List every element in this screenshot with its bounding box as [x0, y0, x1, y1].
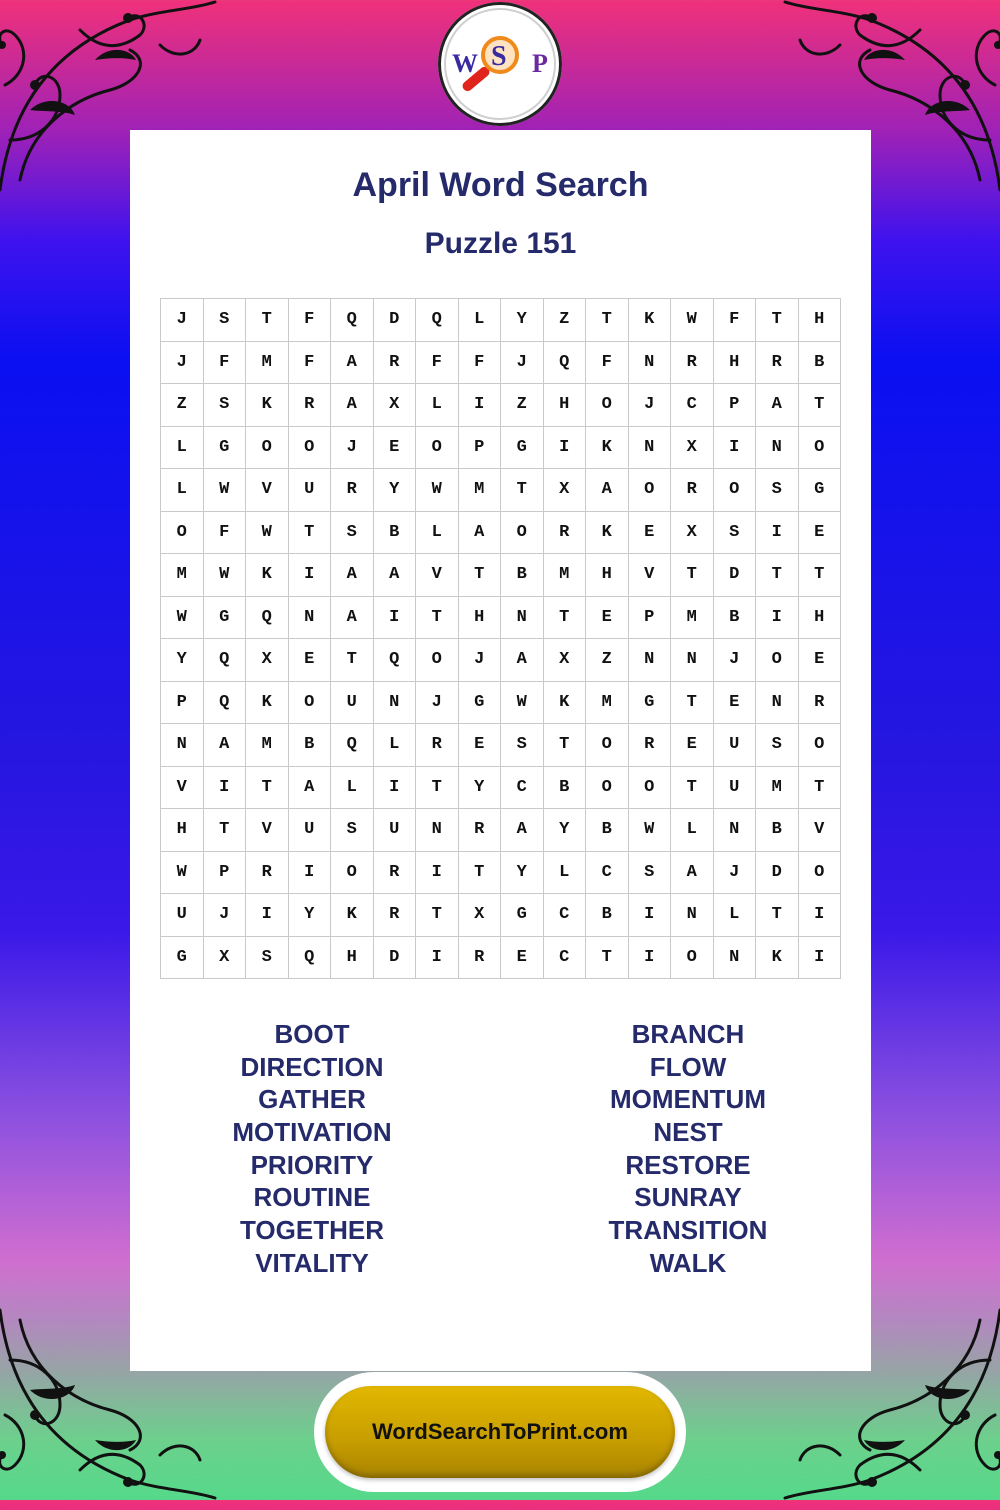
grid-cell[interactable]: Q	[289, 937, 332, 980]
grid-cell[interactable]: H	[161, 809, 204, 852]
grid-cell[interactable]: W	[204, 469, 247, 512]
grid-cell[interactable]: F	[289, 299, 332, 342]
grid-cell[interactable]: A	[459, 512, 502, 555]
grid-cell[interactable]: V	[799, 809, 842, 852]
grid-cell[interactable]: J	[714, 639, 757, 682]
grid-cell[interactable]: T	[799, 384, 842, 427]
grid-cell[interactable]: Z	[161, 384, 204, 427]
word-list-item: TOGETHER	[240, 1215, 384, 1246]
grid-cell[interactable]: E	[586, 597, 629, 640]
grid-cell[interactable]: R	[374, 894, 417, 937]
grid-cell[interactable]: R	[331, 469, 374, 512]
grid-cell[interactable]: I	[246, 894, 289, 937]
grid-cell[interactable]: N	[629, 639, 672, 682]
word-list-item: NEST	[653, 1117, 723, 1148]
grid-cell[interactable]: C	[501, 767, 544, 810]
grid-cell[interactable]: C	[544, 894, 587, 937]
grid-cell[interactable]: V	[629, 554, 672, 597]
grid-cell[interactable]: R	[671, 469, 714, 512]
grid-cell[interactable]: K	[629, 299, 672, 342]
word-list-item: FLOW	[649, 1051, 727, 1082]
grid-cell[interactable]: G	[501, 894, 544, 937]
grid-cell[interactable]: K	[586, 427, 629, 470]
grid-cell[interactable]: N	[629, 427, 672, 470]
grid-cell[interactable]: U	[161, 894, 204, 937]
grid-cell[interactable]: O	[416, 639, 459, 682]
grid-cell[interactable]: N	[374, 682, 417, 725]
grid-cell[interactable]: P	[459, 427, 502, 470]
grid-cell[interactable]: X	[374, 384, 417, 427]
grid-cell[interactable]: N	[671, 639, 714, 682]
grid-cell[interactable]: T	[671, 554, 714, 597]
grid-cell[interactable]: S	[629, 852, 672, 895]
word-list-item: RESTORE	[625, 1149, 751, 1180]
grid-cell[interactable]: R	[756, 342, 799, 385]
grid-cell[interactable]: I	[289, 852, 332, 895]
grid-cell[interactable]: O	[629, 469, 672, 512]
grid-cell[interactable]: T	[459, 852, 502, 895]
grid-cell[interactable]: G	[204, 427, 247, 470]
grid-cell[interactable]: Y	[501, 852, 544, 895]
grid-cell[interactable]: T	[204, 809, 247, 852]
word-list-item: BRANCH	[631, 1019, 745, 1049]
grid-cell[interactable]: O	[586, 724, 629, 767]
grid-cell[interactable]: O	[756, 639, 799, 682]
grid-cell[interactable]: I	[459, 384, 502, 427]
grid-cell[interactable]: L	[416, 384, 459, 427]
word-list-item: TRANSITION	[608, 1215, 768, 1246]
word-list-item: ROUTINE	[253, 1182, 371, 1213]
grid-cell[interactable]: X	[246, 639, 289, 682]
grid-cell[interactable]: S	[246, 937, 289, 980]
grid-cell[interactable]: L	[416, 512, 459, 555]
grid-cell[interactable]: G	[459, 682, 502, 725]
grid-cell[interactable]: W	[204, 554, 247, 597]
grid-cell[interactable]: H	[544, 384, 587, 427]
grid-cell[interactable]: Q	[544, 342, 587, 385]
grid-cell[interactable]: A	[331, 342, 374, 385]
grid-cell[interactable]: J	[161, 342, 204, 385]
grid-cell[interactable]: I	[374, 597, 417, 640]
grid-cell[interactable]: O	[799, 852, 842, 895]
grid-cell[interactable]: Y	[161, 639, 204, 682]
grid-cell[interactable]: F	[714, 299, 757, 342]
grid-cell[interactable]: R	[374, 342, 417, 385]
grid-cell[interactable]: E	[799, 639, 842, 682]
letter-grid	[160, 298, 841, 979]
grid-cell[interactable]: Y	[459, 767, 502, 810]
grid-cell[interactable]: W	[416, 469, 459, 512]
grid-cell[interactable]: P	[629, 597, 672, 640]
grid-cell[interactable]: O	[799, 427, 842, 470]
grid-cell[interactable]: X	[671, 512, 714, 555]
grid-cell[interactable]: A	[374, 554, 417, 597]
grid-cell[interactable]: O	[586, 384, 629, 427]
grid-cell[interactable]: L	[374, 724, 417, 767]
grid-cell[interactable]: J	[331, 427, 374, 470]
grid-cell[interactable]: S	[204, 384, 247, 427]
grid-cell[interactable]: U	[289, 469, 332, 512]
grid-cell[interactable]: Y	[289, 894, 332, 937]
grid-cell[interactable]: E	[671, 724, 714, 767]
grid-cell[interactable]: O	[161, 512, 204, 555]
grid-cell[interactable]: I	[289, 554, 332, 597]
word-list-item: PRIORITY	[250, 1149, 374, 1180]
grid-cell[interactable]: G	[501, 427, 544, 470]
grid-cell[interactable]: M	[756, 767, 799, 810]
grid-cell[interactable]: M	[544, 554, 587, 597]
grid-cell[interactable]: B	[586, 894, 629, 937]
grid-cell[interactable]: W	[501, 682, 544, 725]
grid-cell[interactable]: M	[459, 469, 502, 512]
grid-cell[interactable]: Z	[586, 639, 629, 682]
grid-cell[interactable]: T	[459, 554, 502, 597]
word-list-item: BOOT	[274, 1019, 350, 1049]
grid-cell[interactable]: E	[799, 512, 842, 555]
grid-cell[interactable]: A	[331, 554, 374, 597]
grid-cell[interactable]: D	[756, 852, 799, 895]
logo-letter-p: P	[532, 49, 548, 78]
grid-cell[interactable]: O	[671, 937, 714, 980]
grid-cell[interactable]: R	[544, 512, 587, 555]
grid-cell[interactable]: H	[331, 937, 374, 980]
grid-cell[interactable]: G	[204, 597, 247, 640]
grid-cell[interactable]: R	[289, 384, 332, 427]
grid-cell[interactable]: U	[714, 724, 757, 767]
grid-cell[interactable]: G	[799, 469, 842, 512]
grid-cell[interactable]: J	[204, 894, 247, 937]
grid-cell[interactable]: B	[714, 597, 757, 640]
word-list-item: WALK	[649, 1247, 727, 1278]
word-list-item: VITALITY	[255, 1247, 369, 1278]
grid-cell[interactable]: O	[799, 724, 842, 767]
grid-cell[interactable]: B	[799, 342, 842, 385]
grid-cell[interactable]: N	[756, 427, 799, 470]
grid-cell[interactable]: T	[671, 682, 714, 725]
grid-cell[interactable]: F	[416, 342, 459, 385]
grid-cell[interactable]: C	[671, 384, 714, 427]
grid-cell[interactable]: E	[629, 512, 672, 555]
grid-cell[interactable]: O	[331, 852, 374, 895]
grid-cell[interactable]: S	[714, 512, 757, 555]
grid-cell[interactable]: D	[374, 937, 417, 980]
grid-cell[interactable]: I	[416, 852, 459, 895]
grid-cell[interactable]: G	[161, 937, 204, 980]
grid-cell[interactable]: A	[501, 809, 544, 852]
grid-cell[interactable]: J	[161, 299, 204, 342]
grid-cell[interactable]: U	[714, 767, 757, 810]
grid-cell[interactable]: A	[331, 597, 374, 640]
grid-cell[interactable]: I	[204, 767, 247, 810]
grid-cell[interactable]: T	[756, 894, 799, 937]
grid-cell[interactable]: O	[586, 767, 629, 810]
grid-cell[interactable]: E	[289, 639, 332, 682]
grid-cell[interactable]: V	[416, 554, 459, 597]
grid-cell[interactable]: K	[246, 554, 289, 597]
grid-cell[interactable]: J	[416, 682, 459, 725]
grid-cell[interactable]: M	[246, 342, 289, 385]
grid-cell[interactable]: M	[586, 682, 629, 725]
grid-cell[interactable]: K	[544, 682, 587, 725]
grid-cell[interactable]: H	[799, 299, 842, 342]
grid-cell[interactable]: G	[629, 682, 672, 725]
grid-cell[interactable]: V	[161, 767, 204, 810]
grid-cell[interactable]: K	[586, 512, 629, 555]
grid-cell[interactable]: X	[544, 469, 587, 512]
grid-cell[interactable]: R	[459, 809, 502, 852]
grid-cell[interactable]: H	[714, 342, 757, 385]
grid-cell[interactable]: H	[459, 597, 502, 640]
page-title: April Word Search	[352, 166, 649, 204]
grid-cell[interactable]: X	[544, 639, 587, 682]
grid-cell[interactable]: B	[756, 809, 799, 852]
grid-cell[interactable]: R	[459, 937, 502, 980]
grid-cell[interactable]: I	[799, 937, 842, 980]
grid-cell[interactable]: Y	[544, 809, 587, 852]
word-list-item: DIRECTION	[240, 1051, 384, 1082]
grid-cell[interactable]: J	[459, 639, 502, 682]
puzzle-number: Puzzle 151	[424, 227, 577, 260]
grid-cell[interactable]: D	[374, 299, 417, 342]
grid-cell[interactable]: C	[544, 937, 587, 980]
grid-cell[interactable]: U	[374, 809, 417, 852]
grid-cell[interactable]: L	[331, 767, 374, 810]
grid-cell[interactable]: Y	[501, 299, 544, 342]
grid-cell[interactable]: B	[586, 809, 629, 852]
grid-cell[interactable]: F	[586, 342, 629, 385]
grid-cell[interactable]: R	[374, 852, 417, 895]
grid-cell[interactable]: O	[629, 767, 672, 810]
grid-cell[interactable]: A	[501, 639, 544, 682]
grid-cell[interactable]: W	[161, 597, 204, 640]
grid-cell[interactable]: Z	[544, 299, 587, 342]
grid-cell[interactable]: Q	[246, 597, 289, 640]
grid-cell[interactable]: P	[714, 384, 757, 427]
grid-cell[interactable]: Q	[416, 299, 459, 342]
grid-cell[interactable]: I	[374, 767, 417, 810]
grid-cell[interactable]: V	[246, 469, 289, 512]
grid-cell[interactable]: R	[246, 852, 289, 895]
logo-letter-s: S	[491, 41, 507, 72]
grid-cell[interactable]: A	[671, 852, 714, 895]
grid-cell[interactable]: N	[714, 937, 757, 980]
grid-cell[interactable]: O	[416, 427, 459, 470]
site-link-button[interactable]: WordSearchToPrint.com	[325, 1386, 675, 1478]
grid-cell[interactable]: T	[586, 299, 629, 342]
grid-cell[interactable]: T	[289, 512, 332, 555]
puzzle-card	[130, 130, 871, 1371]
grid-cell[interactable]: R	[671, 342, 714, 385]
grid-cell[interactable]: I	[714, 427, 757, 470]
grid-cell[interactable]: E	[714, 682, 757, 725]
grid-cell[interactable]: T	[756, 554, 799, 597]
grid-cell[interactable]: S	[204, 299, 247, 342]
grid-cell[interactable]: B	[501, 554, 544, 597]
grid-cell[interactable]: L	[161, 427, 204, 470]
grid-cell[interactable]: T	[331, 639, 374, 682]
grid-cell[interactable]: T	[671, 767, 714, 810]
grid-cell[interactable]: P	[161, 682, 204, 725]
grid-cell[interactable]: T	[799, 767, 842, 810]
grid-cell[interactable]: L	[544, 852, 587, 895]
grid-cell[interactable]: Y	[374, 469, 417, 512]
grid-cell[interactable]: T	[416, 894, 459, 937]
grid-cell[interactable]: I	[799, 894, 842, 937]
grid-cell[interactable]: A	[586, 469, 629, 512]
word-list-item: MOTIVATION	[232, 1117, 392, 1148]
grid-cell[interactable]: J	[501, 342, 544, 385]
logo-letter-w: W	[452, 49, 478, 78]
grid-cell[interactable]: W	[629, 809, 672, 852]
grid-cell[interactable]: N	[501, 597, 544, 640]
grid-cell[interactable]: I	[416, 937, 459, 980]
grid-cell[interactable]: T	[416, 767, 459, 810]
grid-cell[interactable]: S	[756, 469, 799, 512]
grid-cell[interactable]: T	[799, 554, 842, 597]
grid-cell[interactable]: B	[374, 512, 417, 555]
grid-cell[interactable]: D	[714, 554, 757, 597]
grid-cell[interactable]: H	[586, 554, 629, 597]
grid-cell[interactable]: N	[714, 809, 757, 852]
grid-cell[interactable]: I	[629, 894, 672, 937]
grid-cell[interactable]: S	[331, 809, 374, 852]
grid-cell[interactable]: B	[544, 767, 587, 810]
grid-cell[interactable]: Q	[331, 299, 374, 342]
grid-cell[interactable]: E	[459, 724, 502, 767]
grid-cell[interactable]: R	[416, 724, 459, 767]
grid-cell[interactable]: Z	[501, 384, 544, 427]
grid-cell[interactable]: R	[629, 724, 672, 767]
grid-cell[interactable]: N	[161, 724, 204, 767]
grid-cell[interactable]: L	[714, 894, 757, 937]
grid-cell[interactable]: O	[714, 469, 757, 512]
word-list-right	[528, 1018, 848, 1280]
grid-cell[interactable]: Q	[331, 724, 374, 767]
grid-cell[interactable]: X	[204, 937, 247, 980]
grid-cell[interactable]: T	[416, 597, 459, 640]
grid-cell[interactable]: A	[204, 724, 247, 767]
grid-cell[interactable]: Q	[204, 639, 247, 682]
grid-cell[interactable]: M	[671, 597, 714, 640]
word-list-item: SUNRAY	[634, 1182, 742, 1213]
grid-cell[interactable]: L	[671, 809, 714, 852]
grid-cell[interactable]: U	[331, 682, 374, 725]
word-list-item: GATHER	[258, 1084, 366, 1115]
grid-cell[interactable]: J	[714, 852, 757, 895]
wsp-logo[interactable]	[438, 2, 562, 126]
grid-cell[interactable]: W	[246, 512, 289, 555]
grid-cell[interactable]: T	[246, 767, 289, 810]
grid-cell[interactable]: K	[246, 384, 289, 427]
grid-cell[interactable]: K	[756, 937, 799, 980]
grid-cell[interactable]: A	[331, 384, 374, 427]
grid-cell[interactable]: K	[246, 682, 289, 725]
grid-cell[interactable]: O	[246, 427, 289, 470]
grid-cell[interactable]: F	[204, 512, 247, 555]
grid-cell[interactable]: U	[289, 809, 332, 852]
grid-cell[interactable]: Q	[204, 682, 247, 725]
grid-cell[interactable]: E	[374, 427, 417, 470]
grid-cell[interactable]: S	[331, 512, 374, 555]
grid-cell[interactable]: P	[204, 852, 247, 895]
grid-cell[interactable]: X	[671, 427, 714, 470]
grid-cell[interactable]: N	[289, 597, 332, 640]
grid-cell[interactable]: A	[289, 767, 332, 810]
grid-cell[interactable]: I	[756, 512, 799, 555]
grid-cell[interactable]: S	[756, 724, 799, 767]
grid-cell[interactable]: O	[289, 427, 332, 470]
grid-cell[interactable]: R	[799, 682, 842, 725]
grid-cell[interactable]: O	[289, 682, 332, 725]
grid-cell[interactable]: J	[629, 384, 672, 427]
grid-cell[interactable]: T	[544, 724, 587, 767]
word-list-left	[152, 1018, 472, 1280]
grid-cell[interactable]: L	[161, 469, 204, 512]
grid-cell[interactable]: N	[416, 809, 459, 852]
grid-cell[interactable]: T	[246, 299, 289, 342]
grid-cell[interactable]: X	[459, 894, 502, 937]
grid-cell[interactable]: W	[161, 852, 204, 895]
grid-cell[interactable]: M	[246, 724, 289, 767]
grid-cell[interactable]: T	[501, 469, 544, 512]
grid-cell[interactable]: T	[586, 937, 629, 980]
grid-cell[interactable]: F	[289, 342, 332, 385]
grid-cell[interactable]: L	[459, 299, 502, 342]
grid-cell[interactable]: A	[756, 384, 799, 427]
grid-cell[interactable]: S	[501, 724, 544, 767]
word-list-item: MOMENTUM	[610, 1084, 766, 1115]
grid-cell[interactable]: N	[756, 682, 799, 725]
grid-cell[interactable]: E	[501, 937, 544, 980]
grid-cell[interactable]: I	[544, 427, 587, 470]
grid-cell[interactable]: O	[501, 512, 544, 555]
grid-cell[interactable]: F	[459, 342, 502, 385]
grid-cell[interactable]: Q	[374, 639, 417, 682]
grid-cell[interactable]: N	[671, 894, 714, 937]
grid-cell[interactable]: W	[671, 299, 714, 342]
grid-cell[interactable]: F	[204, 342, 247, 385]
grid-cell[interactable]: V	[246, 809, 289, 852]
grid-cell[interactable]: H	[799, 597, 842, 640]
grid-cell[interactable]: I	[756, 597, 799, 640]
grid-cell[interactable]: M	[161, 554, 204, 597]
grid-cell[interactable]: N	[629, 342, 672, 385]
grid-cell[interactable]: T	[756, 299, 799, 342]
grid-cell[interactable]: K	[331, 894, 374, 937]
grid-cell[interactable]: I	[629, 937, 672, 980]
grid-cell[interactable]: C	[586, 852, 629, 895]
grid-cell[interactable]: B	[289, 724, 332, 767]
grid-cell[interactable]: T	[544, 597, 587, 640]
